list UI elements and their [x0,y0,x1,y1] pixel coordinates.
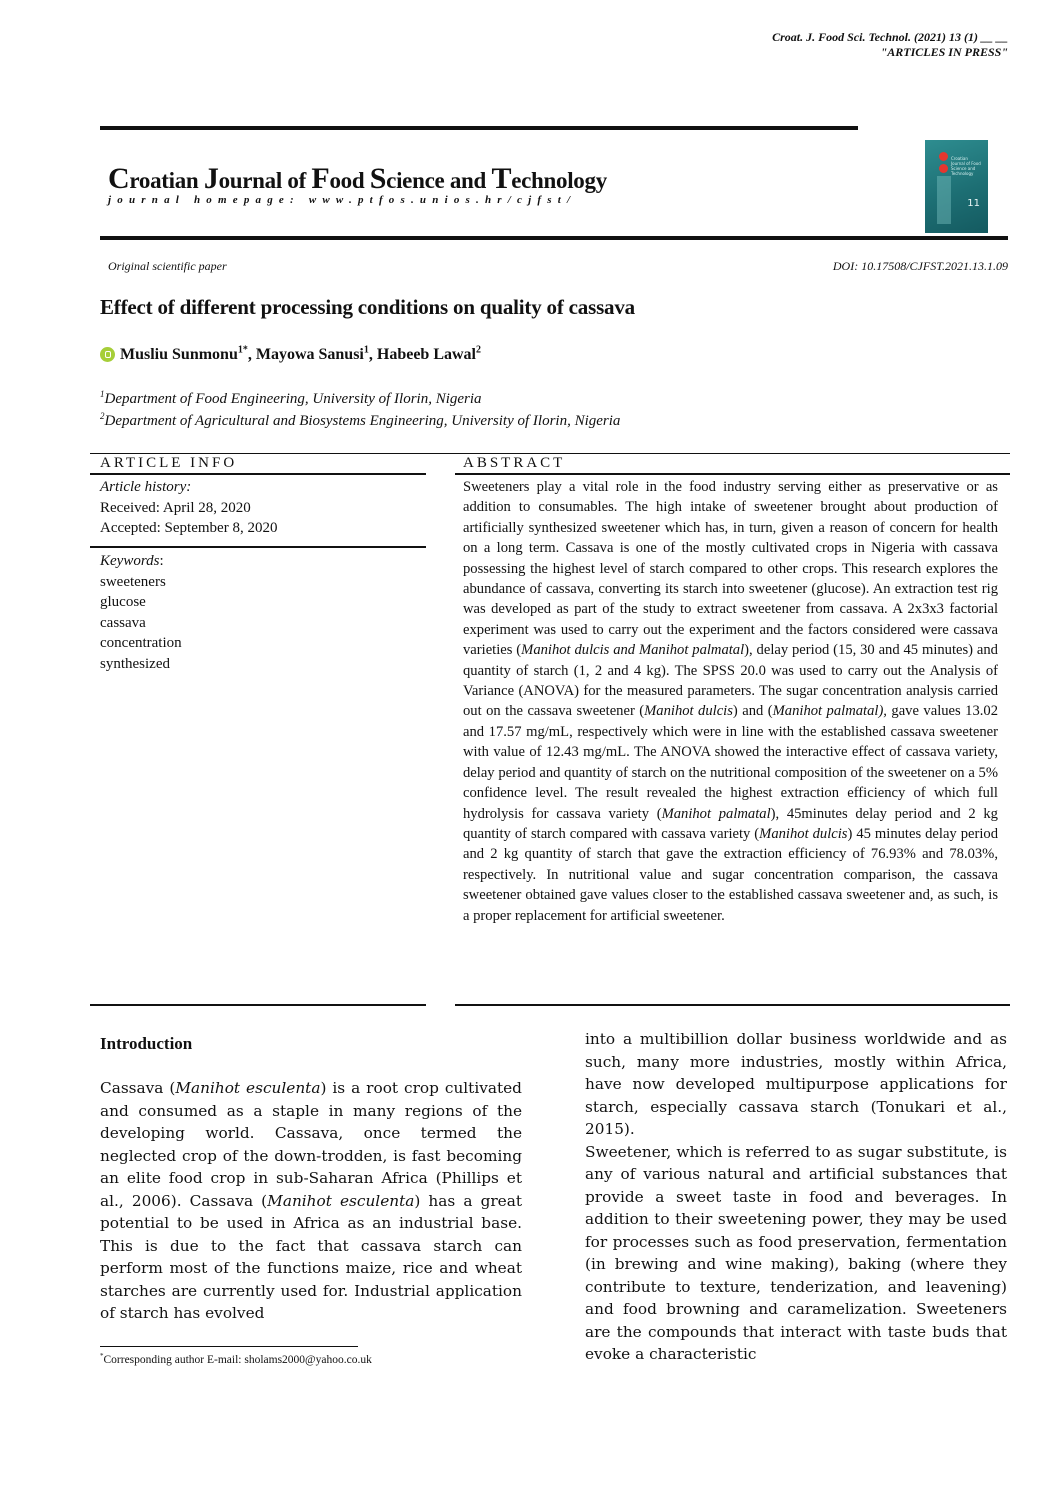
affiliation-2 [100,411,620,430]
journal-cover-image [925,140,988,233]
received-date: Received: April 28, 2020 [100,499,251,516]
section-rule [90,546,426,548]
title-capital: S [369,162,387,195]
article-title: Effect of different processing conditions on quality of cassava [100,295,635,319]
keyword: synthesized [100,655,170,672]
introduction-right-column [585,1028,1007,1366]
title-capital: C [108,162,130,195]
citation: Croat. J. Food Sci. Technol. (2021) 13 (1) __ __ [772,30,1008,44]
running-head [772,30,1008,60]
affiliation-text: Department of Agricultural and Biosystems Engineering, University of Ilorin, Nigeria [104,413,621,429]
keyword: concentration [100,635,182,651]
paper-type: Original scientific paper [108,259,227,273]
corresponding-author-email: Corresponding author E-mail: sholams2000@yahoo.co.uk [103,1353,372,1366]
keyword-list [100,572,182,675]
cover-figure [937,176,951,224]
article-info-heading: ARTICLE INFO [100,455,238,471]
section-rule [90,1004,426,1006]
keywords-label: Keywords [100,553,160,569]
keyword: cassava [100,614,146,631]
journal-title: Croatian Journal of Food Science and Technology [108,162,607,195]
header-bottom-rule [100,236,1008,240]
section-rule [455,473,1010,475]
title-capital: F [311,162,330,195]
abstract-text: Sweeteners play a vital role in the food industry serving either as preservative or as addition to consumables. The high intake of sweetener brought about production of artificially synthesized sweetener which has, in turn, given a reason of concern for health on a long term. Cassava is one of the mostly cultivated crops in Nigeria with cassava possessing the highest level of starch compared to other crops. This research explores the abundance of cassava, converting its starch into sweetener (glucose). An extraction test rig was developed as part of the study to extract sweetener from cassava. A 2x3x3 factorial experiment was used to carry out the experiment and the factors considered were cassava varieties (Manihot dulcis and Manihot palmatal), delay period (15, 30 and 45 minutes) and quantity of starch (1, 2 and 4 kg). The SPSS 20.0 was used to carry out the Analysis of Variance (ANOVA) for the measured parameters. The sugar concentration analysis carried out on the cassava sweetener (Manihot dulcis) and (Manihot palmatal), gave values 13.02 and 17.57 mg/mL, respectively which were in line with the established cassava sweetener with value of 12.43 mg/mL. The ANOVA showed the interactive effect of cassava variety, delay period and quantity of starch on the nutritional composition of the sweetener on a 5% confidence level. The result revealed the highest extraction efficiency of which full hydrolysis for cassava variety (Manihot palmatal), 45minutes delay period and 2 kg quantity of starch compared with cassava variety (Manihot dulcis) 45 minutes delay period and 2 kg quantity of starch that gave the extraction efficiency of 76.93% and 78.03%, respectively. In nutritional value and sugar concentration comparison, the cassava sweetener obtained gave values closer to the established cassava sweetener and, as such, is a proper replacement for artificial sweetener. [463,479,998,924]
author-names: Musliu Sunmonu$^{1*}$, Mayowa Sanusi$^1$, Habeeb Lawal$^2$ [120,345,481,364]
paragraph: into a multibillion dollar business worldwide and as such, many more industries, mostly within Africa, have now developed multipurpose applications for starch, especially cassava starch (Tonukari et al., 2015). [585,1030,1007,1138]
orcid-icon[interactable] [100,347,115,362]
cover-label: Croatian Journal of Food Science and Technology [951,156,981,176]
keywords-block: Keywords: sweeteners glucose cassava concentration synthesized [100,551,182,674]
title-capital: T [491,162,512,195]
section-rule [455,1004,1010,1006]
affiliation-1 [100,389,482,408]
author: Mayowa Sanusi$^1$ [255,345,369,364]
footnote-rule [100,1346,358,1347]
cover-logo-dot [939,152,948,161]
paragraph: Sweetener, which is referred to as sugar substitute, is any of various natural and artificial substances that provide a sweet taste in food and beverages. In addition to their sweetening power, they may be used for processes such as food preservation, fermentation (in brewing and wine making), baking (where they contribute to texture, tenderization, and leavening) and food browning and caramelization. Sweeteners are the compounds that interact with taste buds that evoke a characteristic [585,1142,1007,1363]
cover-volume: 11 [967,198,980,209]
section-rule [90,473,426,475]
author: Habeeb Lawal$^2$ [376,345,481,364]
journal-homepage-link[interactable]: journal homepage: www.ptfos.unios.hr/cjfst/ [108,194,577,206]
press-status: "ARTICLES IN PRESS" [880,45,1008,59]
abstract-heading: ABSTRACT [463,455,566,471]
article-history [100,477,277,539]
affiliation-text: Department of Food Engineering, University of Ilorin, Nigeria [104,391,482,407]
keyword: sweeteners [100,573,166,590]
paragraph: Cassava (Manihot esculenta) is a root crop cultivated and consumed as a staple in many regions of the developing world. Cassava, once termed the neglected crop of the down-trodden, is fast becoming an elite food crop in sub-Saharan Africa (Phillips et al., 2006). Cassava (Manihot esculenta) has a great potential to be used in Africa as an industrial base. This is due to the fact that cassava starch can perform most of the functions maize, rice and wheat starches are currently used for. Industrial application of starch has evolved [100,1079,522,1322]
author-list [100,345,481,364]
author: Musliu Sunmonu$^{1*}$ [120,345,248,364]
section-rule [90,453,1010,454]
footnote [100,1352,372,1366]
doi-link[interactable]: DOI: 10.17508/CJFST.2021.13.1.09 [832,259,1008,273]
header-top-rule [100,126,858,130]
affiliation-marker: 1 [100,389,105,399]
introduction-heading: Introduction [100,1034,193,1053]
keyword: glucose [100,594,146,610]
affiliation-marker: 2 [100,411,105,421]
accepted-date: Accepted: September 8, 2020 [100,520,278,536]
history-label: Article history: [100,479,192,495]
introduction-left-column [100,1077,522,1325]
cover-logo-dot [939,164,948,173]
title-capital: J [203,162,219,195]
footnote-marker: * [100,1352,104,1360]
